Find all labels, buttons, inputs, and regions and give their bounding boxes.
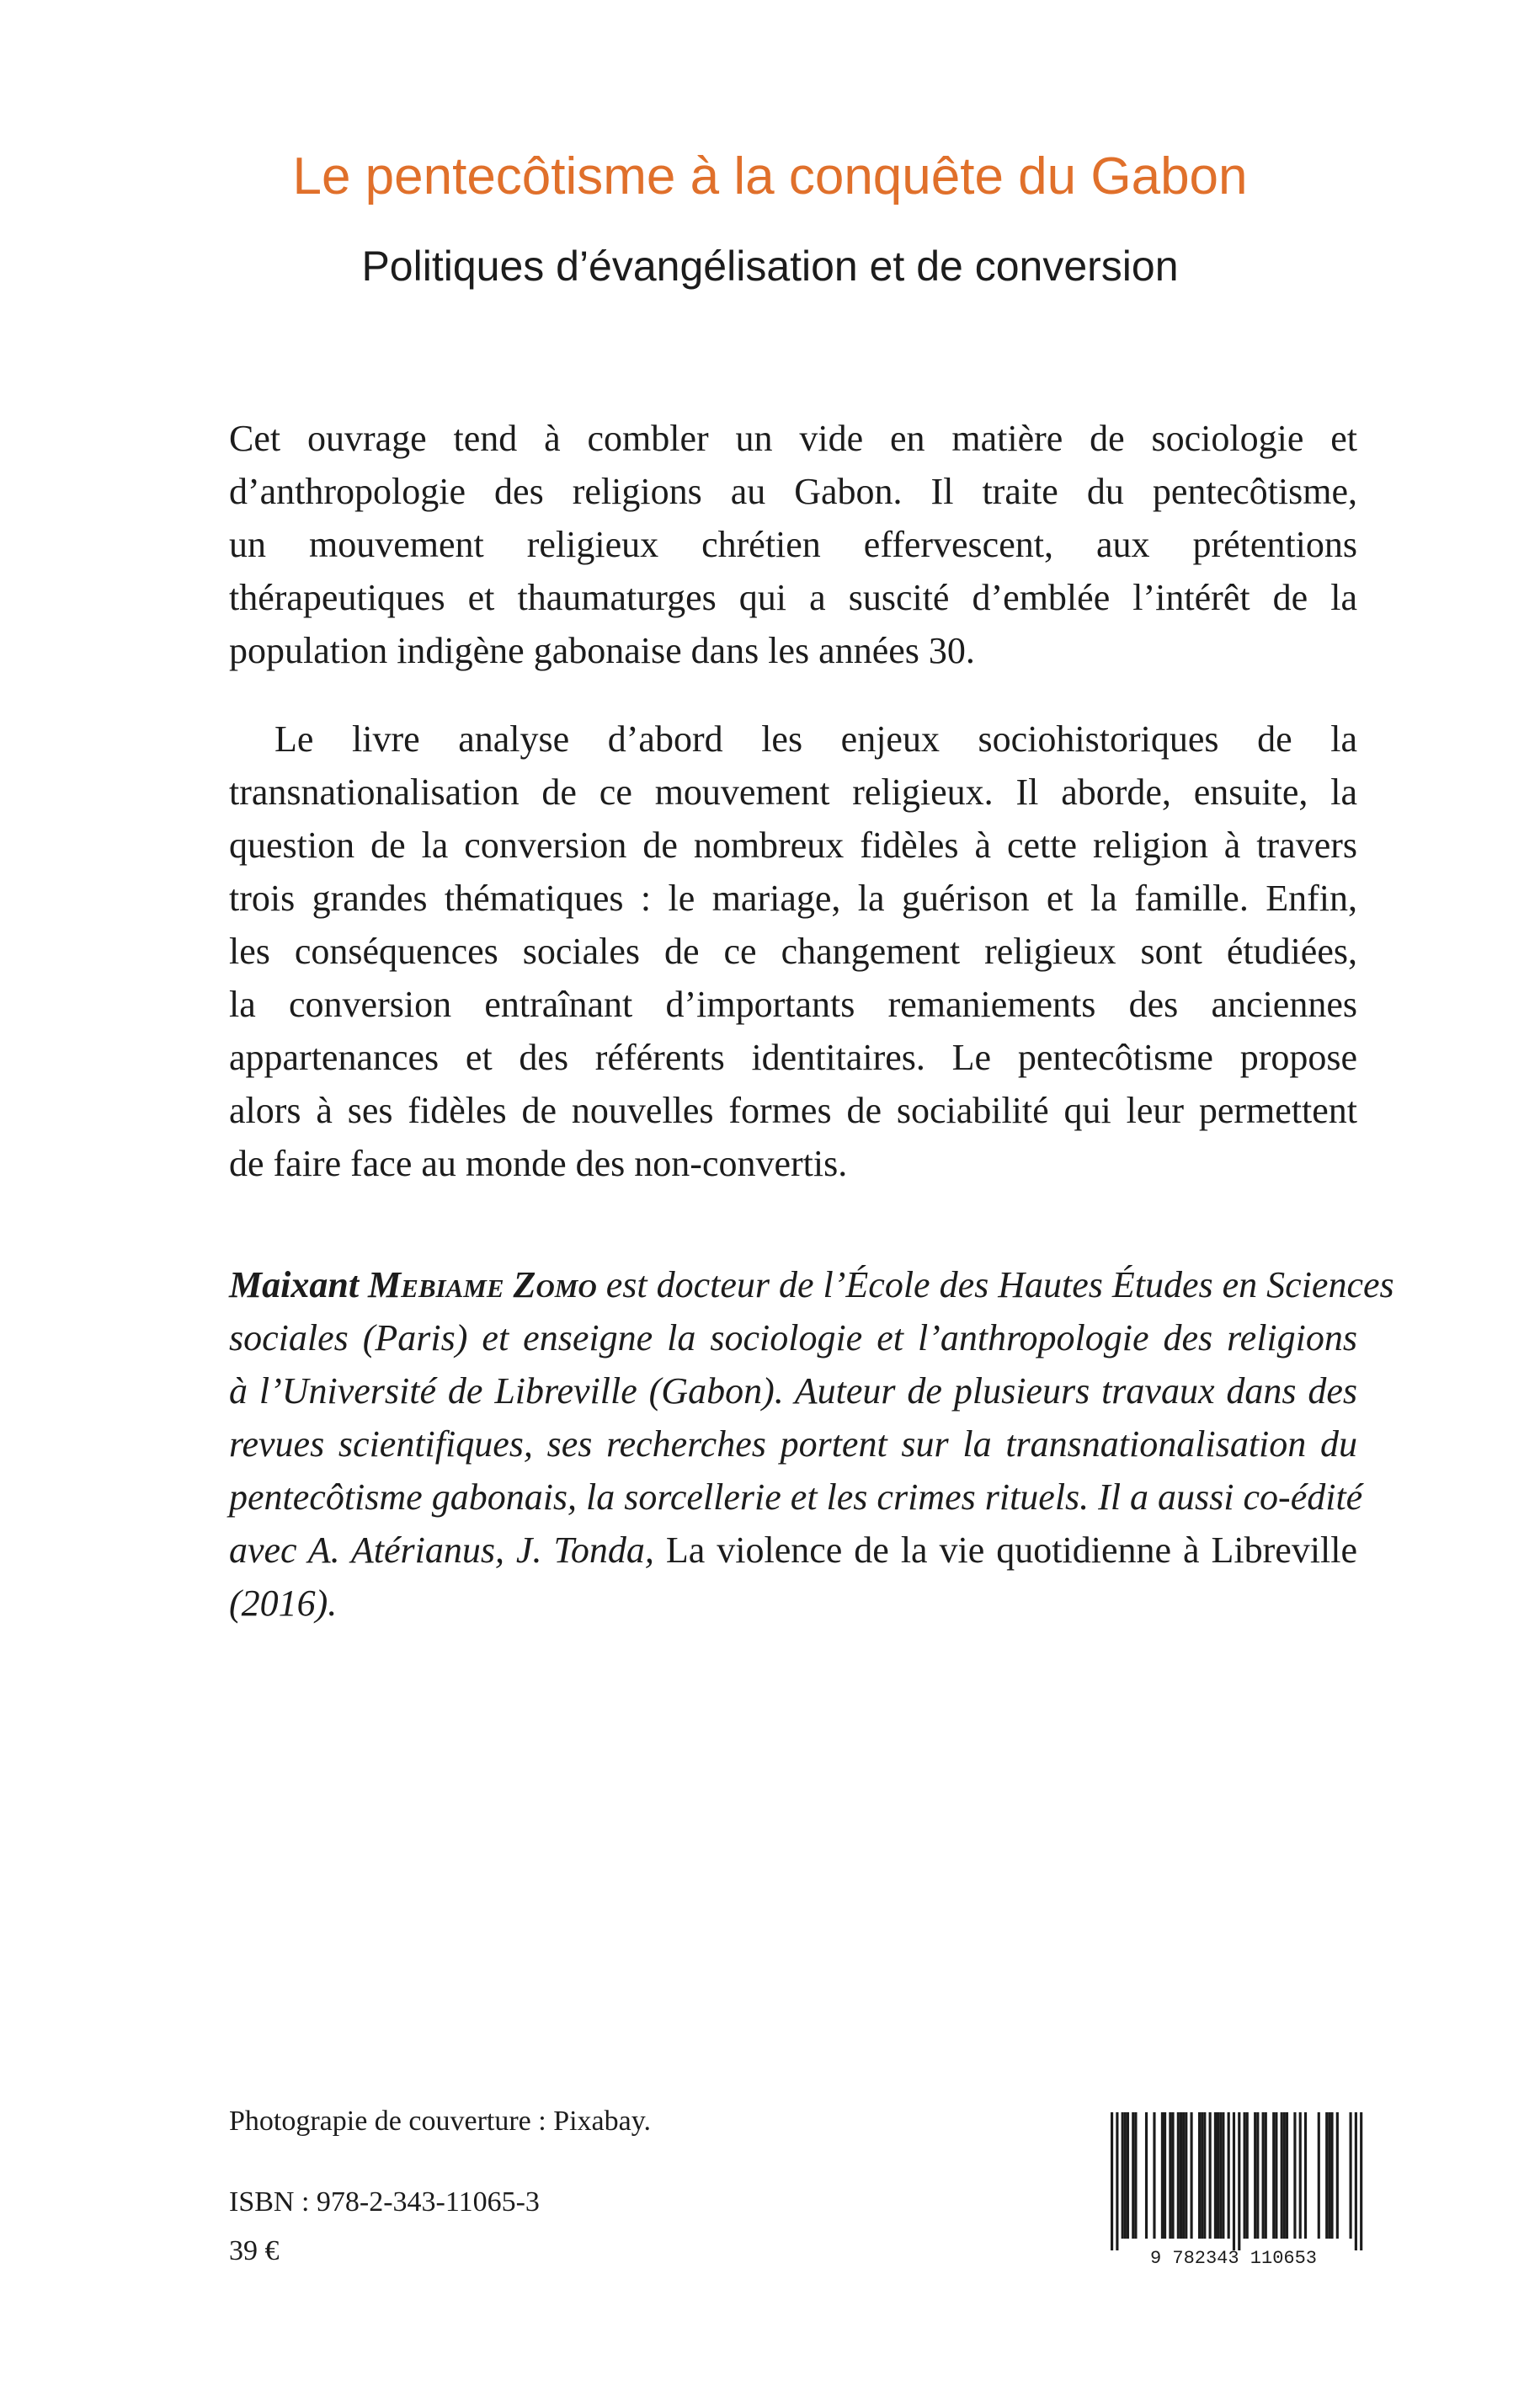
barcode-bar	[1132, 2112, 1134, 2239]
cited-book-title: La violence de la vie quotidienne à Libreville	[665, 1529, 1358, 1571]
barcode-bar	[1360, 2112, 1362, 2250]
barcode-bar	[1122, 2112, 1124, 2239]
barcode-bar	[1272, 2112, 1275, 2239]
summary-line: de faire face au monde des non-convertis.	[229, 1143, 848, 1184]
barcode-bar	[1325, 2112, 1328, 2239]
barcode-bar	[1304, 2112, 1307, 2239]
author-first-name: Maixant	[229, 1264, 360, 1305]
barcode-bar	[1214, 2112, 1217, 2239]
barcode-bar	[1217, 2112, 1219, 2239]
barcode-bar	[1275, 2112, 1277, 2239]
summary-line: population indigène gabonaise dans les années 30.	[229, 630, 975, 671]
summary-line: Le livre analyse d’abord les enjeux sociohistoriques de la	[274, 718, 1357, 760]
author-bio-line	[229, 1524, 1357, 1577]
price: 39 €	[229, 2235, 280, 2266]
author-bio-text: est docteur de l’École des Hautes Études en Sciences	[605, 1264, 1394, 1305]
summary-line: les conséquences sociales de ce changement religieux sont étudiées,	[229, 931, 1357, 972]
summary-paragraph-1	[229, 412, 1357, 677]
barcode-bar	[1299, 2112, 1302, 2239]
barcode-bar	[1169, 2112, 1171, 2239]
barcode-bar	[1246, 2112, 1249, 2239]
barcode-digits: 9 782343 110653	[1149, 2248, 1318, 2269]
barcode-bar	[1328, 2112, 1330, 2239]
barcode-bar	[1153, 2112, 1155, 2239]
barcode-bar	[1262, 2112, 1265, 2239]
barcode-bar	[1185, 2112, 1187, 2239]
barcode-bar	[1256, 2112, 1259, 2239]
book-title: Le pentecôtisme à la conquête du Gabon	[292, 147, 1248, 206]
author-bio-line: à l’Université de Libreville (Gabon). Auteur de plusieurs travaux dans des	[229, 1370, 1357, 1412]
summary-line: appartenances et des référents identitaires. Le pentecôtisme propose	[229, 1037, 1357, 1078]
barcode-bar	[1177, 2112, 1180, 2239]
barcode-bar	[1330, 2112, 1333, 2239]
summary-line: la conversion entraînant d’importants remaniements des anciennes	[229, 984, 1357, 1025]
barcode-bar	[1171, 2112, 1174, 2239]
author-bio-line: sociales (Paris) et enseigne la sociologie et l’anthropologie des religions	[229, 1317, 1357, 1358]
author-last-name: Mebiame Zomo	[368, 1264, 597, 1305]
barcode-bar	[1281, 2112, 1283, 2239]
summary-line: Cet ouvrage tend à combler un vide en matière de sociologie et	[229, 418, 1357, 459]
barcode-bar	[1180, 2112, 1182, 2239]
photo-credit: Photograpie de couverture : Pixabay.	[229, 2106, 652, 2137]
barcode-bar	[1254, 2112, 1256, 2239]
barcode-bar	[1265, 2112, 1267, 2239]
summary-line: alors à ses fidèles de nouvelles formes de sociabilité qui leur permettent	[229, 1090, 1357, 1131]
summary-line: question de la conversion de nombreux fidèles à cette religion à travers	[229, 825, 1357, 866]
barcode-bar	[1233, 2112, 1235, 2250]
cited-book-year: (2016).	[229, 1583, 338, 1624]
summary-line: thérapeutiques et thaumaturges qui a suscité d’emblée l’intérêt de la	[229, 577, 1357, 618]
barcode-bar	[1134, 2112, 1137, 2239]
barcode-bar	[1164, 2112, 1166, 2239]
barcode-bar	[1124, 2112, 1127, 2239]
barcode-bar	[1209, 2112, 1212, 2239]
summary-line: d’anthropologie des religions au Gabon. Il traite du pentecôtisme,	[229, 471, 1357, 512]
barcode-bar	[1116, 2112, 1118, 2250]
barcode-bar	[1355, 2112, 1357, 2250]
author-bio-line	[229, 1258, 1394, 1311]
summary-paragraph-2	[229, 713, 1357, 1190]
book-subtitle: Politiques d’évangélisation et de conversion	[361, 243, 1179, 290]
co-authors: avec A. Atérianus, J. Tonda,	[229, 1529, 654, 1571]
barcode-bar	[1111, 2112, 1113, 2250]
barcode-bar	[1145, 2112, 1148, 2239]
barcode-bar	[1127, 2112, 1129, 2239]
barcode-bar	[1293, 2112, 1296, 2239]
barcode-bar	[1238, 2112, 1240, 2250]
summary-line: un mouvement religieux chrétien effervescent, aux prétentions	[229, 524, 1357, 565]
barcode-bar	[1201, 2112, 1203, 2239]
barcode	[1099, 2109, 1372, 2269]
isbn: ISBN : 978-2-343-11065-3	[229, 2186, 540, 2218]
barcode-bar	[1222, 2112, 1224, 2239]
barcode-bar	[1203, 2112, 1206, 2239]
barcode-bar	[1244, 2112, 1246, 2239]
barcode-bar	[1286, 2112, 1288, 2239]
summary-line: trois grandes thématiques : le mariage, la guérison et la famille. Enfin,	[229, 878, 1357, 919]
author-bio-line: revues scientifiques, ses recherches portent sur la transnationalisation du	[229, 1423, 1357, 1465]
barcode-bar	[1350, 2112, 1352, 2239]
author-bio-line: pentecôtisme gabonais, la sorcellerie et les crimes rituels. Il a aussi co-édité	[229, 1476, 1363, 1518]
summary-line: transnationalisation de ce mouvement religieux. Il aborde, ensuite, la	[229, 771, 1357, 813]
barcode-bar	[1191, 2112, 1193, 2239]
author-bio	[229, 1258, 1394, 1630]
barcode-bar	[1336, 2112, 1339, 2239]
barcode-bar	[1283, 2112, 1286, 2239]
barcode-bar	[1198, 2112, 1201, 2239]
barcode-bar	[1182, 2112, 1185, 2239]
barcode-bar	[1228, 2112, 1230, 2239]
barcode-bar	[1219, 2112, 1222, 2239]
barcode-bar	[1318, 2112, 1320, 2239]
barcode-bar	[1161, 2112, 1164, 2239]
